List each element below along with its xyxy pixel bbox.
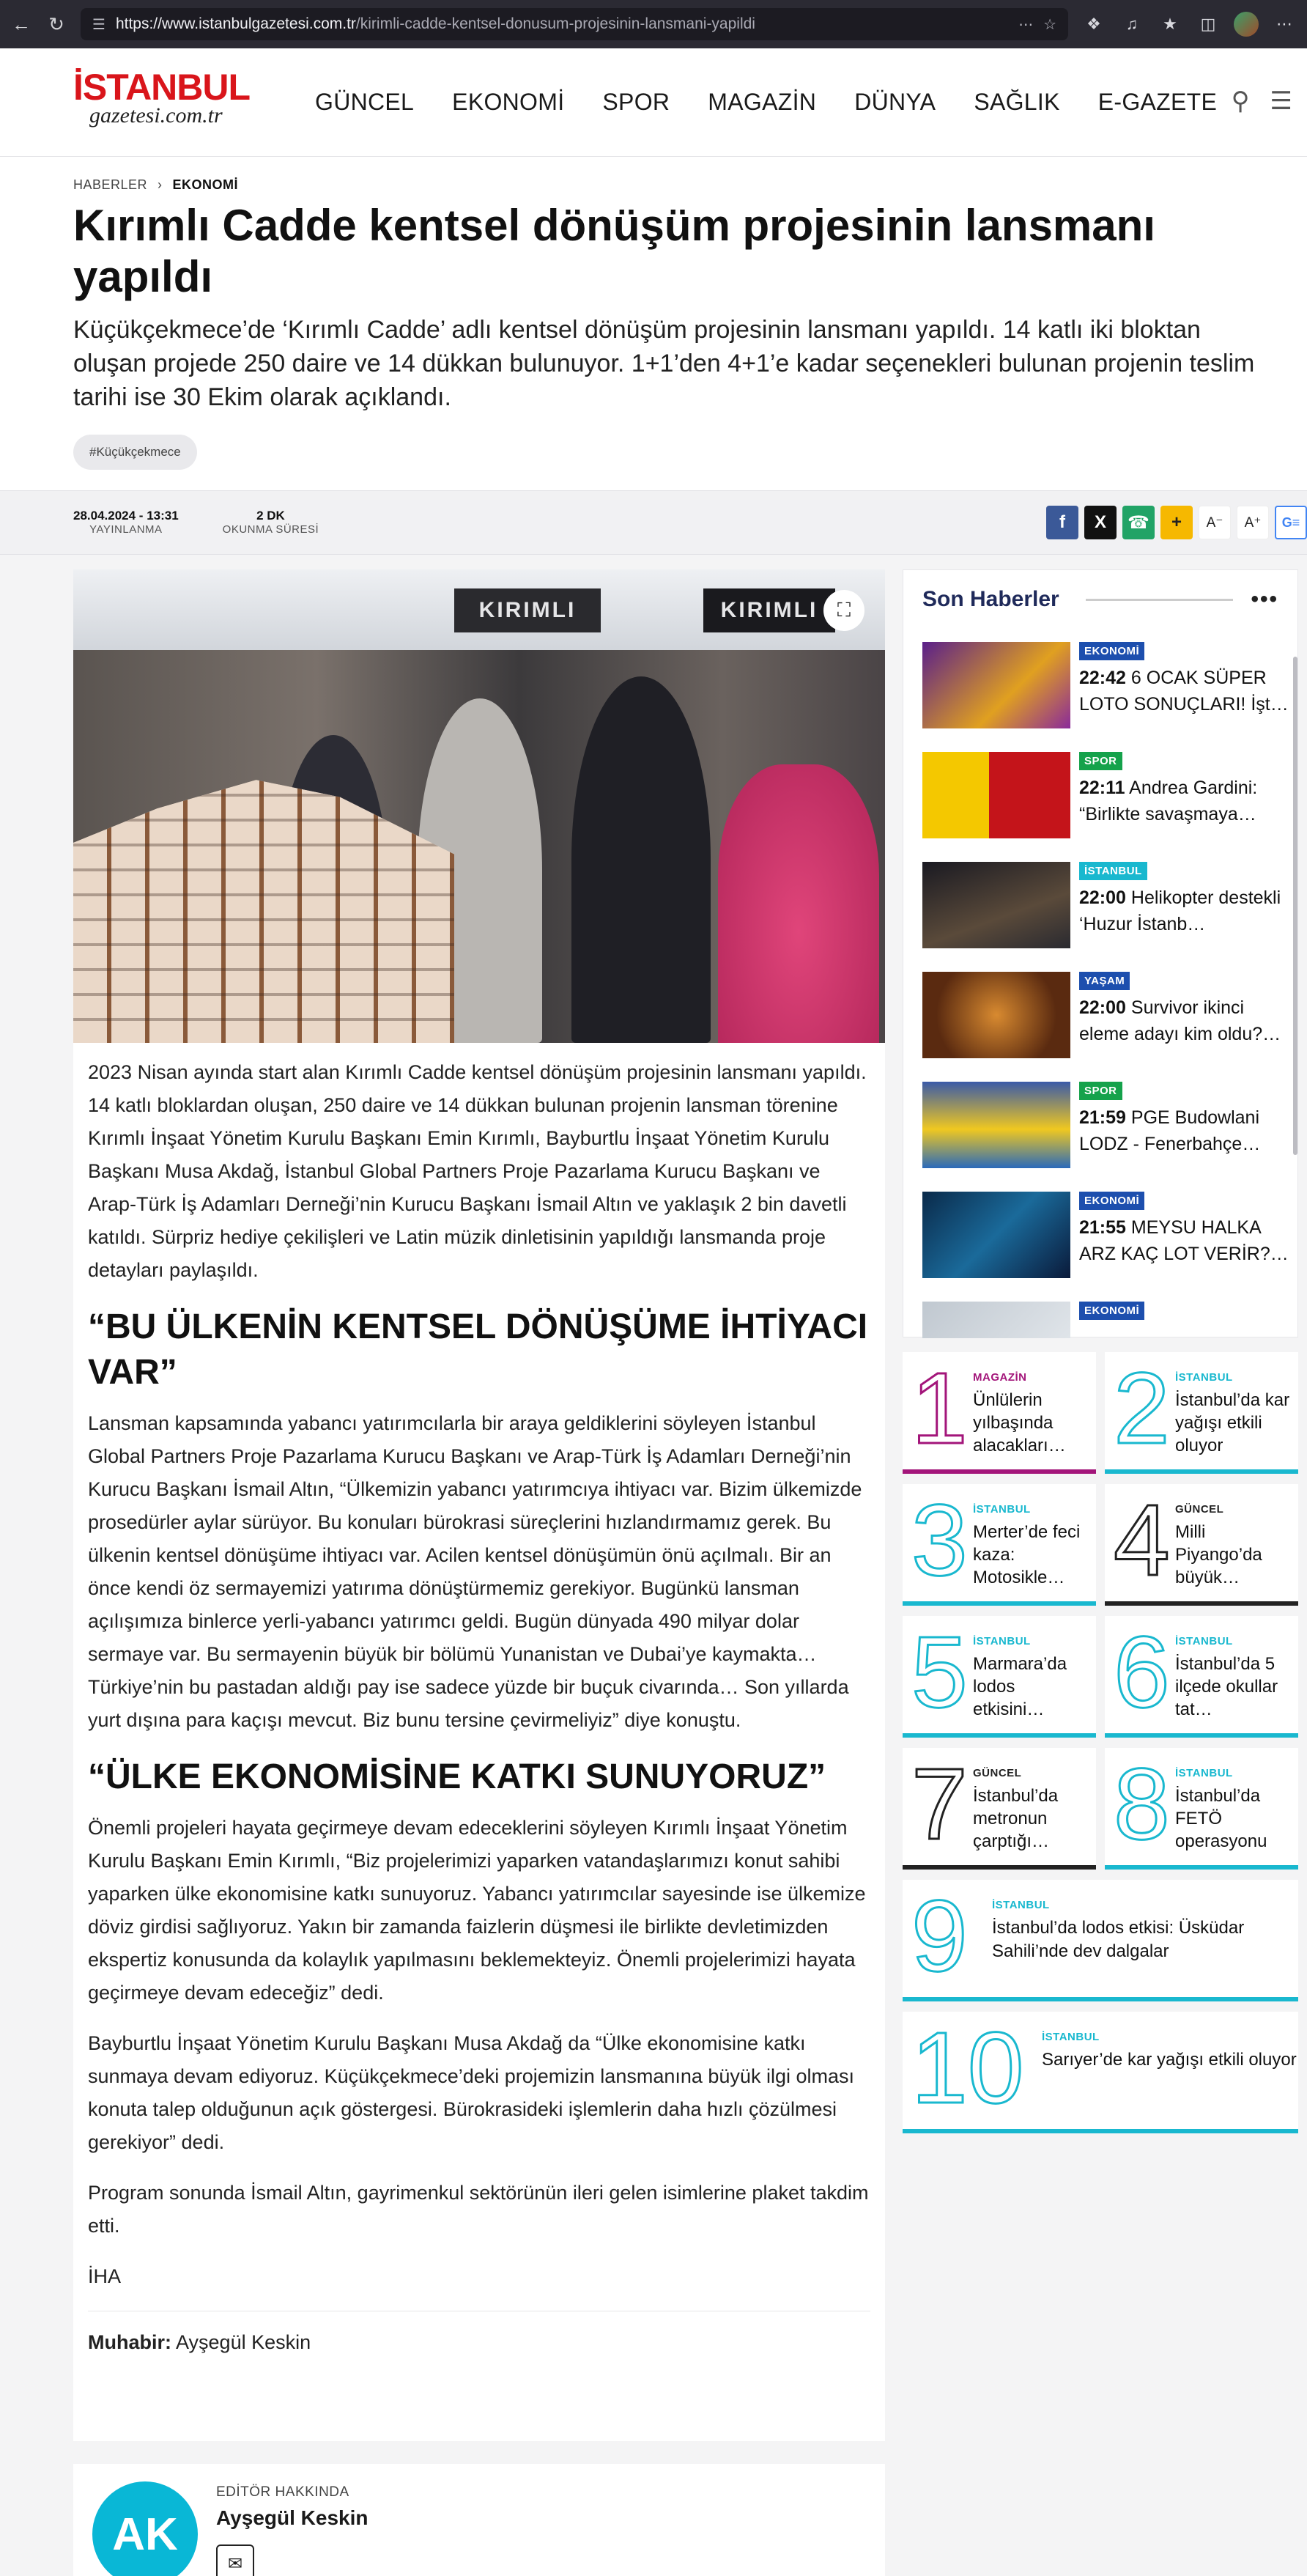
rank-title[interactable]: Ünlülerin yılbaşında alacakları… — [973, 1390, 1066, 1455]
article-body-card — [73, 569, 885, 2441]
browser-toolbar — [0, 0, 1307, 48]
news-text[interactable]: 6 OCAK SÜPER LOTO SONUÇLARI! İşt… — [1079, 668, 1289, 715]
latest-news-widget — [903, 569, 1298, 1337]
most-read-item[interactable] — [903, 1616, 1096, 1738]
facebook-share-icon[interactable]: f — [1046, 506, 1078, 539]
breadcrumb-section[interactable]: EKONOMİ — [172, 177, 239, 192]
paragraph: Önemli projeleri hayata geçirmeye devam edeceklerini söyleyen Kırımlı İnşaat Yönetim Kurulu Başkanı Emin Kırımlı, “Biz projelerimizi yaparken vatandaşlarımızı konut sahibi yaparken ülke ekonomisine katkı sunuyoruz. Yabancı yatırımcılar sayesinde ise ülkemize döviz girdisi sağlıyoruz. Yakın bir zamanda faizlerin düşmesi ile birlikte devletimizden ekspertiz konusunda da kolaylık yapılmasını beklemekteyiz. Önemli projelerimizi hayata geçirmeye devam edeceğiz” dedi. — [88, 1817, 866, 2004]
category-badge: İSTANBUL — [1079, 862, 1147, 880]
latest-news-title: Son Haberler — [922, 587, 1059, 611]
news-thumbnail[interactable] — [922, 642, 1070, 728]
category-badge: SPOR — [1079, 1082, 1122, 1100]
article-hero-image[interactable] — [73, 569, 885, 1043]
logo-top: İSTANBUL — [73, 66, 251, 108]
most-read-item[interactable] — [1105, 1484, 1298, 1606]
extensions-icon[interactable]: ❖ — [1086, 15, 1101, 33]
news-time: 21:59 — [1079, 1107, 1126, 1128]
paragraph: 2023 Nisan ayında start alan Kırımlı Cadde kentsel dönüşüm projesinin lansmanı yapıldı. 14 katlı bloklardan oluşan, 250 daire ve 14 dükkan bulunan projenin lansman törenine Kırımlı İnşaat Yönetim Kurulu Başkanı Emin Kırımlı, Bayburtlu İnşaat Yönetim Kurulu Başkanı Musa Akdağ, İstanbul Global Partners Proje Pazarlama Kurucu Başkanı ve Arap-Türk İş Adamları Derneği’nin Kurucu Başkanı İsmail Altın ve yaklaşık 2 bin davetli katıldı. Sürpriz hediye çekilişleri ve Latin müzik dinletisinin yapıldığı lansmanda proje detayları paylaşıldı. — [88, 1061, 867, 1281]
site-info-icon[interactable]: ☰ — [92, 16, 105, 33]
most-read-item[interactable] — [903, 1880, 1298, 2001]
site-logo[interactable] — [73, 66, 251, 136]
fullscreen-icon[interactable]: ⛶ — [823, 590, 864, 631]
share-bar — [1046, 506, 1307, 539]
news-text[interactable]: MEYSU HALKA ARZ KAÇ LOT VERİR?… — [1079, 1217, 1289, 1264]
rank-category: GÜNCEL — [973, 1767, 1022, 1779]
category-badge: EKONOMİ — [1079, 642, 1144, 660]
rank-title[interactable]: Merter’de feci kaza: Motosikle… — [973, 1522, 1081, 1587]
x-share-icon[interactable]: X — [1084, 506, 1117, 539]
image-pink-dress — [718, 764, 879, 1043]
reporter-line — [88, 2326, 870, 2359]
editor-box — [73, 2464, 885, 2576]
back-arrow-icon[interactable]: ← — [12, 12, 31, 35]
rank-title[interactable]: İstanbul’da metronun çarptığı… — [973, 1786, 1059, 1851]
bookmark-star-icon[interactable]: ☆ — [1043, 16, 1056, 33]
latest-news-header — [903, 570, 1297, 629]
news-thumbnail[interactable] — [922, 1302, 1070, 1338]
reporter-name[interactable]: Ayşegül Keskin — [176, 2331, 311, 2353]
google-news-icon[interactable]: G≡ — [1275, 506, 1307, 539]
news-item[interactable] — [903, 972, 1290, 1082]
editor-avatar[interactable]: AK — [92, 2481, 198, 2576]
whatsapp-share-icon[interactable]: ☎ — [1122, 506, 1155, 539]
rank-category: GÜNCEL — [1175, 1503, 1224, 1516]
rank-number: 7 — [911, 1748, 968, 1861]
rank-category: İSTANBUL — [973, 1635, 1031, 1647]
publish-date-label: YAYINLANMA — [89, 523, 163, 536]
nav-item[interactable]: MAGAZİN — [708, 89, 817, 115]
profile-avatar[interactable] — [1234, 12, 1259, 37]
paragraph: Bayburtlu İnşaat Yönetim Kurulu Başkanı Musa Akdağ da “Ülke ekonomisine katkı sunmaya devam ediyoruz. Küçükçekmece’deki projemizin lansmanına büyük ilgi olması konuta talep olduğunun açık göstergesi. Bürokrasideki işlemlerin daha hızlı çözülmesi gerekiyor” dedi. — [88, 2032, 854, 2153]
tag-chip[interactable]: #Küçükçekmece — [73, 435, 197, 470]
nav-item[interactable]: EKONOMİ — [452, 89, 565, 115]
publish-date-value: 28.04.2024 - 13:31 — [73, 509, 179, 523]
rank-category: İSTANBUL — [1042, 2031, 1100, 2043]
news-text[interactable]: Survivor ikinci eleme adayı kim oldu?… — [1079, 997, 1281, 1044]
news-time: 22:42 — [1079, 668, 1126, 688]
most-read-item[interactable] — [1105, 1616, 1298, 1738]
news-title — [1079, 885, 1290, 937]
editor-label: EDİTÖR HAKKINDA — [216, 2484, 349, 2500]
most-read-item[interactable] — [903, 2012, 1298, 2133]
article-text — [73, 1043, 885, 2359]
news-thumbnail[interactable] — [922, 862, 1070, 948]
site-header — [0, 48, 1307, 157]
breadcrumb-root[interactable]: HABERLER — [73, 177, 148, 192]
news-title — [1079, 994, 1290, 1047]
category-badge: SPOR — [1079, 752, 1122, 770]
news-thumbnail[interactable] — [922, 1192, 1070, 1278]
read-time-label: OKUNMA SÜRESİ — [222, 523, 319, 536]
breadcrumb — [73, 157, 1234, 193]
image-sign: KIRIMLI — [454, 588, 601, 632]
read-time-value: 2 DK — [256, 509, 285, 523]
rank-number: 1 — [911, 1352, 968, 1465]
article-header — [0, 157, 1307, 490]
search-icon[interactable]: ⚲ — [1231, 87, 1250, 115]
publish-date — [73, 509, 179, 536]
logo-bottom: gazetesi.com.tr — [89, 103, 223, 128]
most-read-item[interactable] — [1105, 1352, 1298, 1474]
main-content — [0, 555, 1307, 2576]
source: İHA — [88, 2265, 122, 2287]
news-item[interactable] — [903, 1192, 1290, 1302]
url-host: https://www.istanbulgazetesi.com.tr — [115, 15, 356, 32]
most-read-item[interactable] — [903, 1748, 1096, 1870]
image-person — [571, 676, 711, 1043]
rank-title[interactable]: Marmara’da lodos etkisini… — [973, 1654, 1067, 1719]
reporter-label: Muhabir: — [88, 2331, 171, 2353]
nav-item[interactable]: DÜNYA — [854, 89, 936, 115]
collections-icon[interactable]: ◫ — [1200, 15, 1216, 33]
rank-number: 6 — [1114, 1616, 1170, 1729]
rank-number: 10 — [911, 2012, 1024, 2125]
font-decrease-icon[interactable]: A⁻ — [1199, 506, 1231, 539]
rank-category: İSTANBUL — [1175, 1371, 1233, 1384]
chevron-right-icon: › — [158, 177, 163, 192]
article-meta-bar — [0, 490, 1307, 555]
news-thumbnail[interactable] — [922, 972, 1070, 1058]
rank-number: 4 — [1114, 1484, 1170, 1597]
rank-number: 3 — [911, 1484, 968, 1597]
rank-number: 9 — [911, 1880, 968, 1993]
subheading: “ÜLKE EKONOMİSİNE KATKI SUNUYORUZ” — [88, 1757, 826, 1796]
news-thumbnail[interactable] — [922, 1082, 1070, 1168]
font-increase-icon[interactable]: A⁺ — [1237, 506, 1269, 539]
news-text[interactable]: Helikopter destekli ‘Huzur İstanb… — [1079, 887, 1281, 934]
scrollbar[interactable] — [1293, 657, 1297, 1155]
category-badge: YAŞAM — [1079, 972, 1130, 990]
news-time: 21:55 — [1079, 1217, 1126, 1238]
reload-icon[interactable]: ↻ — [48, 12, 64, 35]
news-item[interactable] — [903, 1082, 1290, 1192]
rank-number: 8 — [1114, 1748, 1170, 1861]
url-path: /kirimli-cadde-kentsel-donusum-projesinin-lansmani-yapildi — [355, 15, 755, 32]
nav-item[interactable]: SAĞLIK — [974, 89, 1060, 115]
header-icons — [1232, 86, 1292, 116]
rank-category: İSTANBUL — [973, 1503, 1031, 1516]
more-share-icon[interactable]: + — [1160, 506, 1193, 539]
news-item[interactable] — [903, 1302, 1290, 1338]
news-time: 22:00 — [1079, 887, 1126, 908]
rank-title[interactable]: İstanbul’da lodos etkisi: Üsküdar Sahili’nde dev dalgalar — [992, 1918, 1245, 1961]
header-line — [1086, 599, 1234, 601]
news-title — [1079, 1104, 1290, 1157]
more-dots-icon[interactable]: ••• — [1251, 587, 1278, 611]
article-spot: Küçükçekmece’de ‘Kırımlı Cadde’ adlı kentsel dönüşüm projesinin lansmanı yapıldı. 14 katlı iki bloktan oluşan projede 250 daire ve 14 dükkan bulunuyor. 1+1’den 4+1’e kadar seçenekleri bulunan projenin teslim tarihi ise 30 Ekim olarak açıklandı. — [73, 316, 1255, 411]
news-item[interactable] — [903, 752, 1290, 862]
rank-number: 5 — [911, 1616, 968, 1729]
favorites-icon[interactable]: ★ — [1163, 15, 1177, 33]
category-badge: EKONOMİ — [1079, 1192, 1144, 1210]
nav-item[interactable]: GÜNCEL — [315, 89, 415, 115]
image-sign-2: KIRIMLI — [703, 588, 835, 632]
paragraph: Program sonunda İsmail Altın, gayrimenkul sektörünün ileri gelen isimlerine plaket takdim etti. — [88, 2182, 869, 2237]
nav-item[interactable]: E-GAZETE — [1097, 89, 1218, 115]
news-title — [1079, 665, 1290, 717]
news-item[interactable] — [903, 862, 1290, 972]
most-read-item[interactable] — [903, 1352, 1096, 1474]
news-text[interactable]: PGE Budowlani LODZ - Fenerbahçe… — [1079, 1107, 1261, 1154]
main-nav — [315, 89, 1217, 116]
most-read-item[interactable] — [1105, 1748, 1298, 1870]
rank-category: İSTANBUL — [1175, 1635, 1233, 1647]
news-title — [1079, 1214, 1290, 1267]
sidebar — [903, 569, 1298, 2133]
editor-name[interactable]: Ayşegül Keskin — [216, 2506, 369, 2529]
article-title: Kırımlı Cadde kentsel dönüşüm projesinin lansmanı yapıldı — [73, 201, 1155, 301]
more-menu-icon[interactable]: ⋯ — [1276, 15, 1292, 33]
category-badge: EKONOMİ — [1079, 1302, 1144, 1320]
most-read-item[interactable] — [903, 1484, 1096, 1606]
rank-title[interactable]: İstanbul’da 5 ilçede okullar tat… — [1175, 1654, 1278, 1719]
subheading: “BU ÜLKENİN KENTSEL DÖNÜŞÜME İHTİYACI VAR” — [88, 1307, 868, 1392]
nav-item[interactable]: SPOR — [602, 89, 670, 115]
rank-title[interactable]: Sarıyer’de kar yağışı etkili oluyor — [1042, 2050, 1297, 2070]
rank-title[interactable]: İstanbul’da kar yağışı etkili oluyor — [1175, 1390, 1290, 1455]
rank-category: İSTANBUL — [992, 1899, 1050, 1911]
rank-category: İSTANBUL — [1175, 1767, 1233, 1779]
rank-category: MAGAZİN — [973, 1371, 1027, 1384]
news-time: 22:11 — [1079, 778, 1125, 798]
read-time — [223, 509, 319, 536]
reader-view-icon[interactable]: ⋯ — [1018, 16, 1034, 33]
news-item[interactable] — [903, 642, 1290, 752]
news-text[interactable]: Andrea Gardini: “Birlikte savaşmaya… — [1079, 778, 1258, 824]
news-time: 22:00 — [1079, 997, 1126, 1018]
mail-icon[interactable]: ✉ — [216, 2544, 254, 2576]
translate-icon[interactable]: ♫ — [1125, 15, 1138, 33]
latest-news-list — [903, 642, 1290, 1338]
rank-title[interactable]: İstanbul’da FETÖ operasyonu — [1175, 1786, 1267, 1851]
rank-number: 2 — [1114, 1352, 1170, 1465]
most-read-list — [903, 1352, 1298, 2133]
rank-title[interactable]: Milli Piyango’da büyük… — [1175, 1522, 1262, 1587]
news-title — [1079, 775, 1290, 827]
hamburger-menu-icon[interactable]: ☰ — [1270, 87, 1292, 115]
address-bar[interactable] — [81, 8, 1068, 40]
paragraph: Lansman kapsamında yabancı yatırımcılarla bir araya geldiklerini söyleyen İstanbul Global Partners Proje Pazarlama Kurucu Başkanı ve Arap-Türk İş Adamları Derneği’nin Kurucu Başkanı İsmail Altın, “Ülkemizin yabancı yatırımcıya ihtiyacı var. Bizim ülkemizde prosedürler aylar sürüyor. Bu konuları bürokrasi süreçlerini hızlandırmamız gerek. Bu ülkenin kentsel dönüşüme ihtiyacı var. Acilen kentsel dönüşümün önü açılmalı. Bir an önce kendi öz sermayemizi yatırıma dönüştürmemiz gerekiyor. Bugünkü lansman açılışımıza binlerce yerli-yabancı yatırımcı geldi. Bugün dünyada 490 milyar dolar sermaye var. Bu sermayenin büyük bir bölümü Yunanistan ve Dubai’ye kaymakta… Türkiye’nin bu pastadan aldığı pay ise sadece yüzde bir buçuk civarında… Son yıllarda yurt dışına para kaçışı mevcut. Biz bunu tersine çevirmeliyiz” diye konuştu. — [88, 1412, 862, 1731]
news-thumbnail[interactable] — [922, 752, 1070, 838]
